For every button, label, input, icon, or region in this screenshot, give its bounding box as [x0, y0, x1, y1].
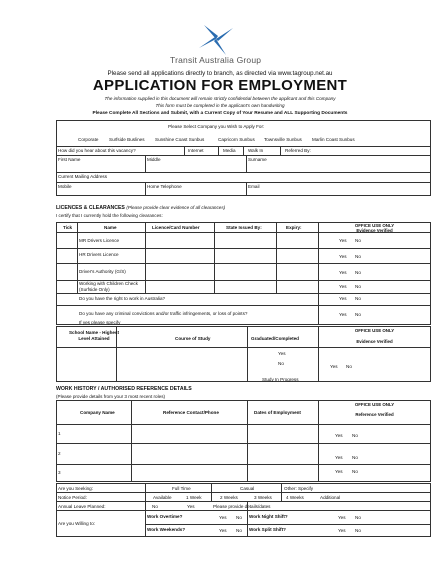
col-dates: Dates of Employment [254, 410, 301, 415]
graduated-yes[interactable]: Yes [278, 351, 286, 356]
evidence-heading: Evidence Verified [356, 228, 393, 233]
handwriting-note: This form must be completed in the applicant's own handwriting [155, 103, 285, 108]
weekends-no[interactable]: No [236, 528, 242, 533]
convictions-question: Do you have any criminal convictions and/or traffic infringements, or loss of points? [79, 311, 248, 316]
address-field[interactable]: Current Mailing Address [58, 174, 108, 179]
mr-yes[interactable]: Yes [339, 238, 347, 243]
reference-verified-heading: Reference Verified [355, 412, 394, 417]
seeking-label: Are you Seeking: [58, 486, 93, 491]
company-option-corporate[interactable]: Corporate [78, 137, 99, 142]
convictions-yes[interactable]: Yes [339, 312, 347, 317]
licence-row-children: Working with Children Check (Surfside Only) [79, 281, 138, 292]
children-no[interactable]: No [355, 284, 361, 289]
willing-label: Are you Willing to: [58, 521, 96, 526]
overtime-no[interactable]: No [236, 515, 242, 520]
edu-verified-yes[interactable]: Yes [330, 364, 338, 369]
ref2-yes[interactable]: Yes [335, 455, 343, 460]
company-option-townsville[interactable]: Townsville Sunbus [264, 137, 302, 142]
first-name-field[interactable]: First Name [58, 157, 81, 162]
middle-name-field[interactable]: Middle [147, 157, 161, 162]
ref3-yes[interactable]: Yes [335, 469, 343, 474]
email-field[interactable]: Email [248, 184, 260, 189]
work-row-2: 2 [58, 451, 61, 456]
ref1-yes[interactable]: Yes [335, 433, 343, 438]
notice-available[interactable]: Available [153, 495, 172, 500]
licences-heading: LICENCES & CLEARANCES (Please provide clear evidence of all clearances) [56, 205, 226, 211]
col-course: Course of Study [175, 336, 211, 341]
col-contact: Reference Contact/Phone [163, 410, 219, 415]
hr-yes[interactable]: Yes [339, 254, 347, 259]
seek-full-time[interactable]: Full Time [172, 486, 191, 491]
complete-note: Please Complete All Sections and Submit, with a Current Copy of Your Resume and ALL Supporting Documents [92, 111, 348, 116]
seek-casual[interactable]: Casual [240, 486, 255, 491]
mr-no[interactable]: No [355, 238, 361, 243]
transit-australia-logo [196, 22, 236, 56]
licence-row-mr: MR Drivers Licence [79, 238, 120, 243]
vacancy-media[interactable]: Media [223, 148, 236, 153]
split-no[interactable]: No [355, 528, 361, 533]
authority-no[interactable]: No [355, 270, 361, 275]
brand-name: Transit Australia Group [170, 55, 262, 65]
confidential-note: The information supplied in this document will remain strictly confidential between the applicant and this Company [104, 96, 336, 101]
overtime-label: Work Overtime? [147, 514, 183, 519]
seek-other[interactable]: Other: Specify [284, 486, 314, 491]
col-school: School Name - Highest Level Attained [68, 330, 120, 341]
notice-label: Notice Period: [58, 495, 87, 500]
authority-yes[interactable]: Yes [339, 270, 347, 275]
leave-details[interactable]: Please provide details/dates [213, 504, 271, 509]
study-in-progress[interactable]: Study In Progress [262, 377, 299, 382]
leave-yes[interactable]: Yes [187, 504, 195, 509]
licence-row-authority: Driver's Authority (G/S) [79, 269, 126, 274]
notice-4-weeks[interactable]: 4 Weeks [286, 495, 304, 500]
right-to-work-yes[interactable]: Yes [339, 296, 347, 301]
notice-2-weeks[interactable]: 2 Weeks [220, 495, 238, 500]
col-expiry: Expiry: [286, 225, 302, 230]
ref2-no[interactable]: No [352, 455, 358, 460]
weekends-label: Work Weekends? [147, 527, 186, 532]
overtime-yes[interactable]: Yes [219, 515, 227, 520]
work-history-note: (Please provide details from your 3 most recent roles) [56, 394, 166, 399]
edu-verified-no[interactable]: No [346, 364, 352, 369]
specify-text: If yes please specify [79, 320, 121, 325]
company-option-sunshine[interactable]: Sunshine Coast Sunbus [155, 137, 205, 142]
vacancy-referred[interactable]: Referred By: [285, 148, 311, 153]
notice-1-week[interactable]: 1 Week [186, 495, 202, 500]
leave-no[interactable]: No [152, 504, 158, 509]
office-use-heading: OFFICE USE ONLY [354, 223, 395, 228]
ref3-no[interactable]: No [352, 469, 358, 474]
notice-additional[interactable]: Additional [320, 495, 341, 500]
notice-3-weeks[interactable]: 3 Weeks [254, 495, 272, 500]
work-history-heading: WORK HISTORY / AUTHORISED REFERENCE DETAILS [56, 386, 192, 392]
licence-row-hr: HR Drivers Licence [79, 252, 119, 257]
graduated-no[interactable]: No [278, 361, 284, 366]
edu-evidence-heading: Evidence Verified [356, 339, 393, 344]
leave-label: Annual Leave Planned: [58, 504, 106, 509]
page-title: APPLICATION FOR EMPLOYMENT [92, 77, 348, 94]
split-shift-label: Work Split Shift? [249, 527, 286, 532]
work-office-heading: OFFICE USE ONLY [354, 402, 395, 407]
right-to-work-question: Do you have the right to work in Australia? [79, 296, 166, 301]
convictions-no[interactable]: No [355, 312, 361, 317]
company-label: Please Select Company you Wish to Apply For: [168, 124, 265, 129]
hr-no[interactable]: No [355, 254, 361, 259]
night-yes[interactable]: Yes [338, 515, 346, 520]
company-option-marlin[interactable]: Marlin Coast Sunbus [312, 137, 355, 142]
night-no[interactable]: No [355, 515, 361, 520]
surname-field[interactable]: Surname [248, 157, 267, 162]
edu-office-heading: OFFICE USE ONLY [354, 328, 395, 333]
night-shift-label: Work Night Shift? [249, 514, 288, 519]
mobile-field[interactable]: Mobile [58, 184, 72, 189]
weekends-yes[interactable]: Yes [219, 528, 227, 533]
col-company: Company Name [80, 410, 115, 415]
split-yes[interactable]: Yes [338, 528, 346, 533]
company-option-surfside[interactable]: Surfside Buslines [109, 137, 145, 142]
col-state: State Issued By: [226, 225, 262, 230]
right-to-work-no[interactable]: No [355, 296, 361, 301]
company-option-capricorn[interactable]: Capricorn Sunbus [218, 137, 255, 142]
vacancy-walk-in[interactable]: Walk In [248, 148, 264, 153]
vacancy-internet[interactable]: Internet [188, 148, 204, 153]
children-yes[interactable]: Yes [339, 284, 347, 289]
col-name: Name [104, 225, 117, 230]
home-phone-field[interactable]: Home Telephone [147, 184, 182, 189]
ref1-no[interactable]: No [352, 433, 358, 438]
certify-text: I certify that I currently hold the following clearances: [56, 213, 163, 218]
send-instructions: Please send all applications directly to branch, as directed via www.tagroup.net.au [107, 70, 333, 77]
col-tick: Tick [63, 225, 73, 230]
col-graduated: Graduated/Completed [251, 336, 299, 341]
work-row-1: 1 [58, 431, 61, 436]
col-licence-number: Licence/Card Number [152, 225, 200, 230]
work-row-3: 3 [58, 470, 61, 475]
vacancy-label: How did you hear about this vacancy? [58, 148, 136, 153]
